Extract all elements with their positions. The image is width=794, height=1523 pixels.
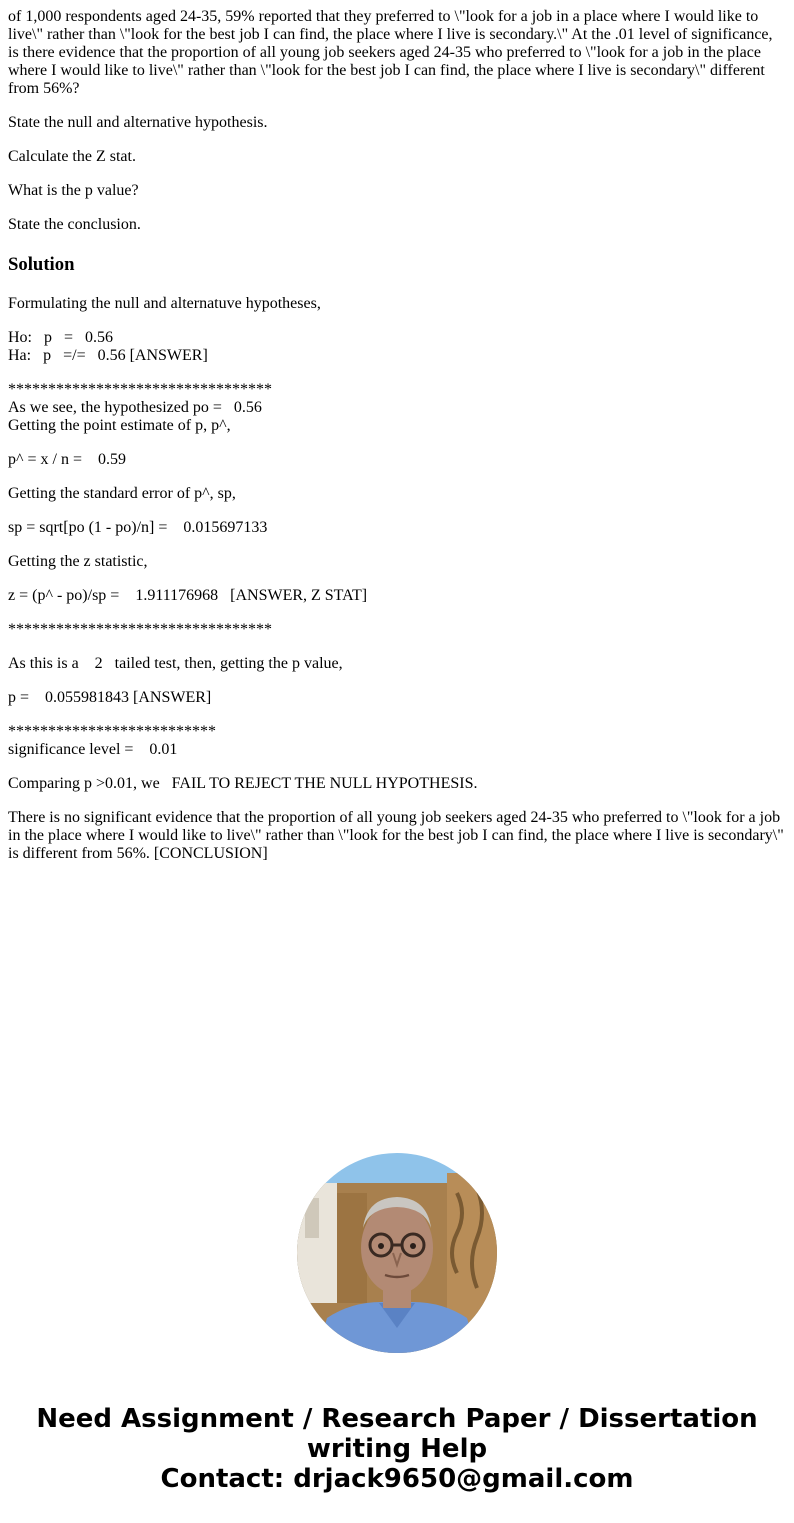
separator-stars: ********************************* (8, 381, 272, 398)
footer-banner (0, 1404, 794, 1494)
document-body (8, 8, 786, 879)
p-value: p = 0.055981843 [ANSWER] (8, 689, 212, 706)
hypothesized-po: As we see, the hypothesized po = 0.56 (8, 399, 262, 416)
footer-help-text: Need Assignment / Research Paper / Dissertation writing Help (36, 1404, 758, 1464)
standard-error: sp = sqrt[po (1 - po)/n] = 0.015697133 (8, 519, 268, 536)
task-conclusion: State the conclusion. (8, 216, 141, 233)
task-p-value: What is the p value? (8, 182, 139, 199)
z-stat: z = (p^ - po)/sp = 1.911176968 [ANSWER, Z STAT] (8, 587, 368, 604)
z-stat-label: Getting the z statistic, (8, 553, 148, 570)
solution-intro: Formulating the null and alternatuve hypotheses, (8, 295, 321, 312)
avatar (297, 1153, 497, 1353)
separator-stars: ************************** (8, 723, 216, 740)
alternative-hypothesis: Ha: p =/= 0.56 [ANSWER] (8, 347, 208, 364)
separator-stars: ********************************* (8, 621, 272, 638)
task-hypothesis: State the null and alternative hypothesis. (8, 114, 268, 131)
solution-heading: Solution (8, 254, 75, 275)
point-estimate: p^ = x / n = 0.59 (8, 451, 126, 468)
conclusion: There is no significant evidence that the proportion of all young job seekers aged 24-35 who preferred to \"look for a job in the place where I would like to live\" rather than \"look for the best job I can find, the place where I live is secondary\" is different from 56%. [CONCLUSION] (8, 809, 784, 862)
standard-error-label: Getting the standard error of p^, sp, (8, 485, 236, 502)
footer-contact: Contact: drjack9650@gmail.com (160, 1464, 634, 1494)
question-paragraph: of 1,000 respondents aged 24-35, 59% reported that they preferred to \"look for a job in a place where I would like to live\" rather than \"look for the best job I can find, the place where I live is secondary.\" At the .01 level of significance, is there evidence that the proportion of all young job seekers aged 24-35 who preferred to \"look for a job in the place where I would like to live\" rather than \"look for the best job I can find, the place where I live is secondary\" different from 56%? (8, 8, 773, 97)
comparison: Comparing p >0.01, we FAIL TO REJECT THE NULL HYPOTHESIS. (8, 775, 478, 792)
point-estimate-label: Getting the point estimate of p, p^, (8, 417, 231, 434)
null-hypothesis: Ho: p = 0.56 (8, 329, 114, 346)
tail-statement: As this is a 2 tailed test, then, getting the p value, (8, 655, 343, 672)
significance-level: significance level = 0.01 (8, 741, 178, 758)
task-z-stat: Calculate the Z stat. (8, 148, 136, 165)
